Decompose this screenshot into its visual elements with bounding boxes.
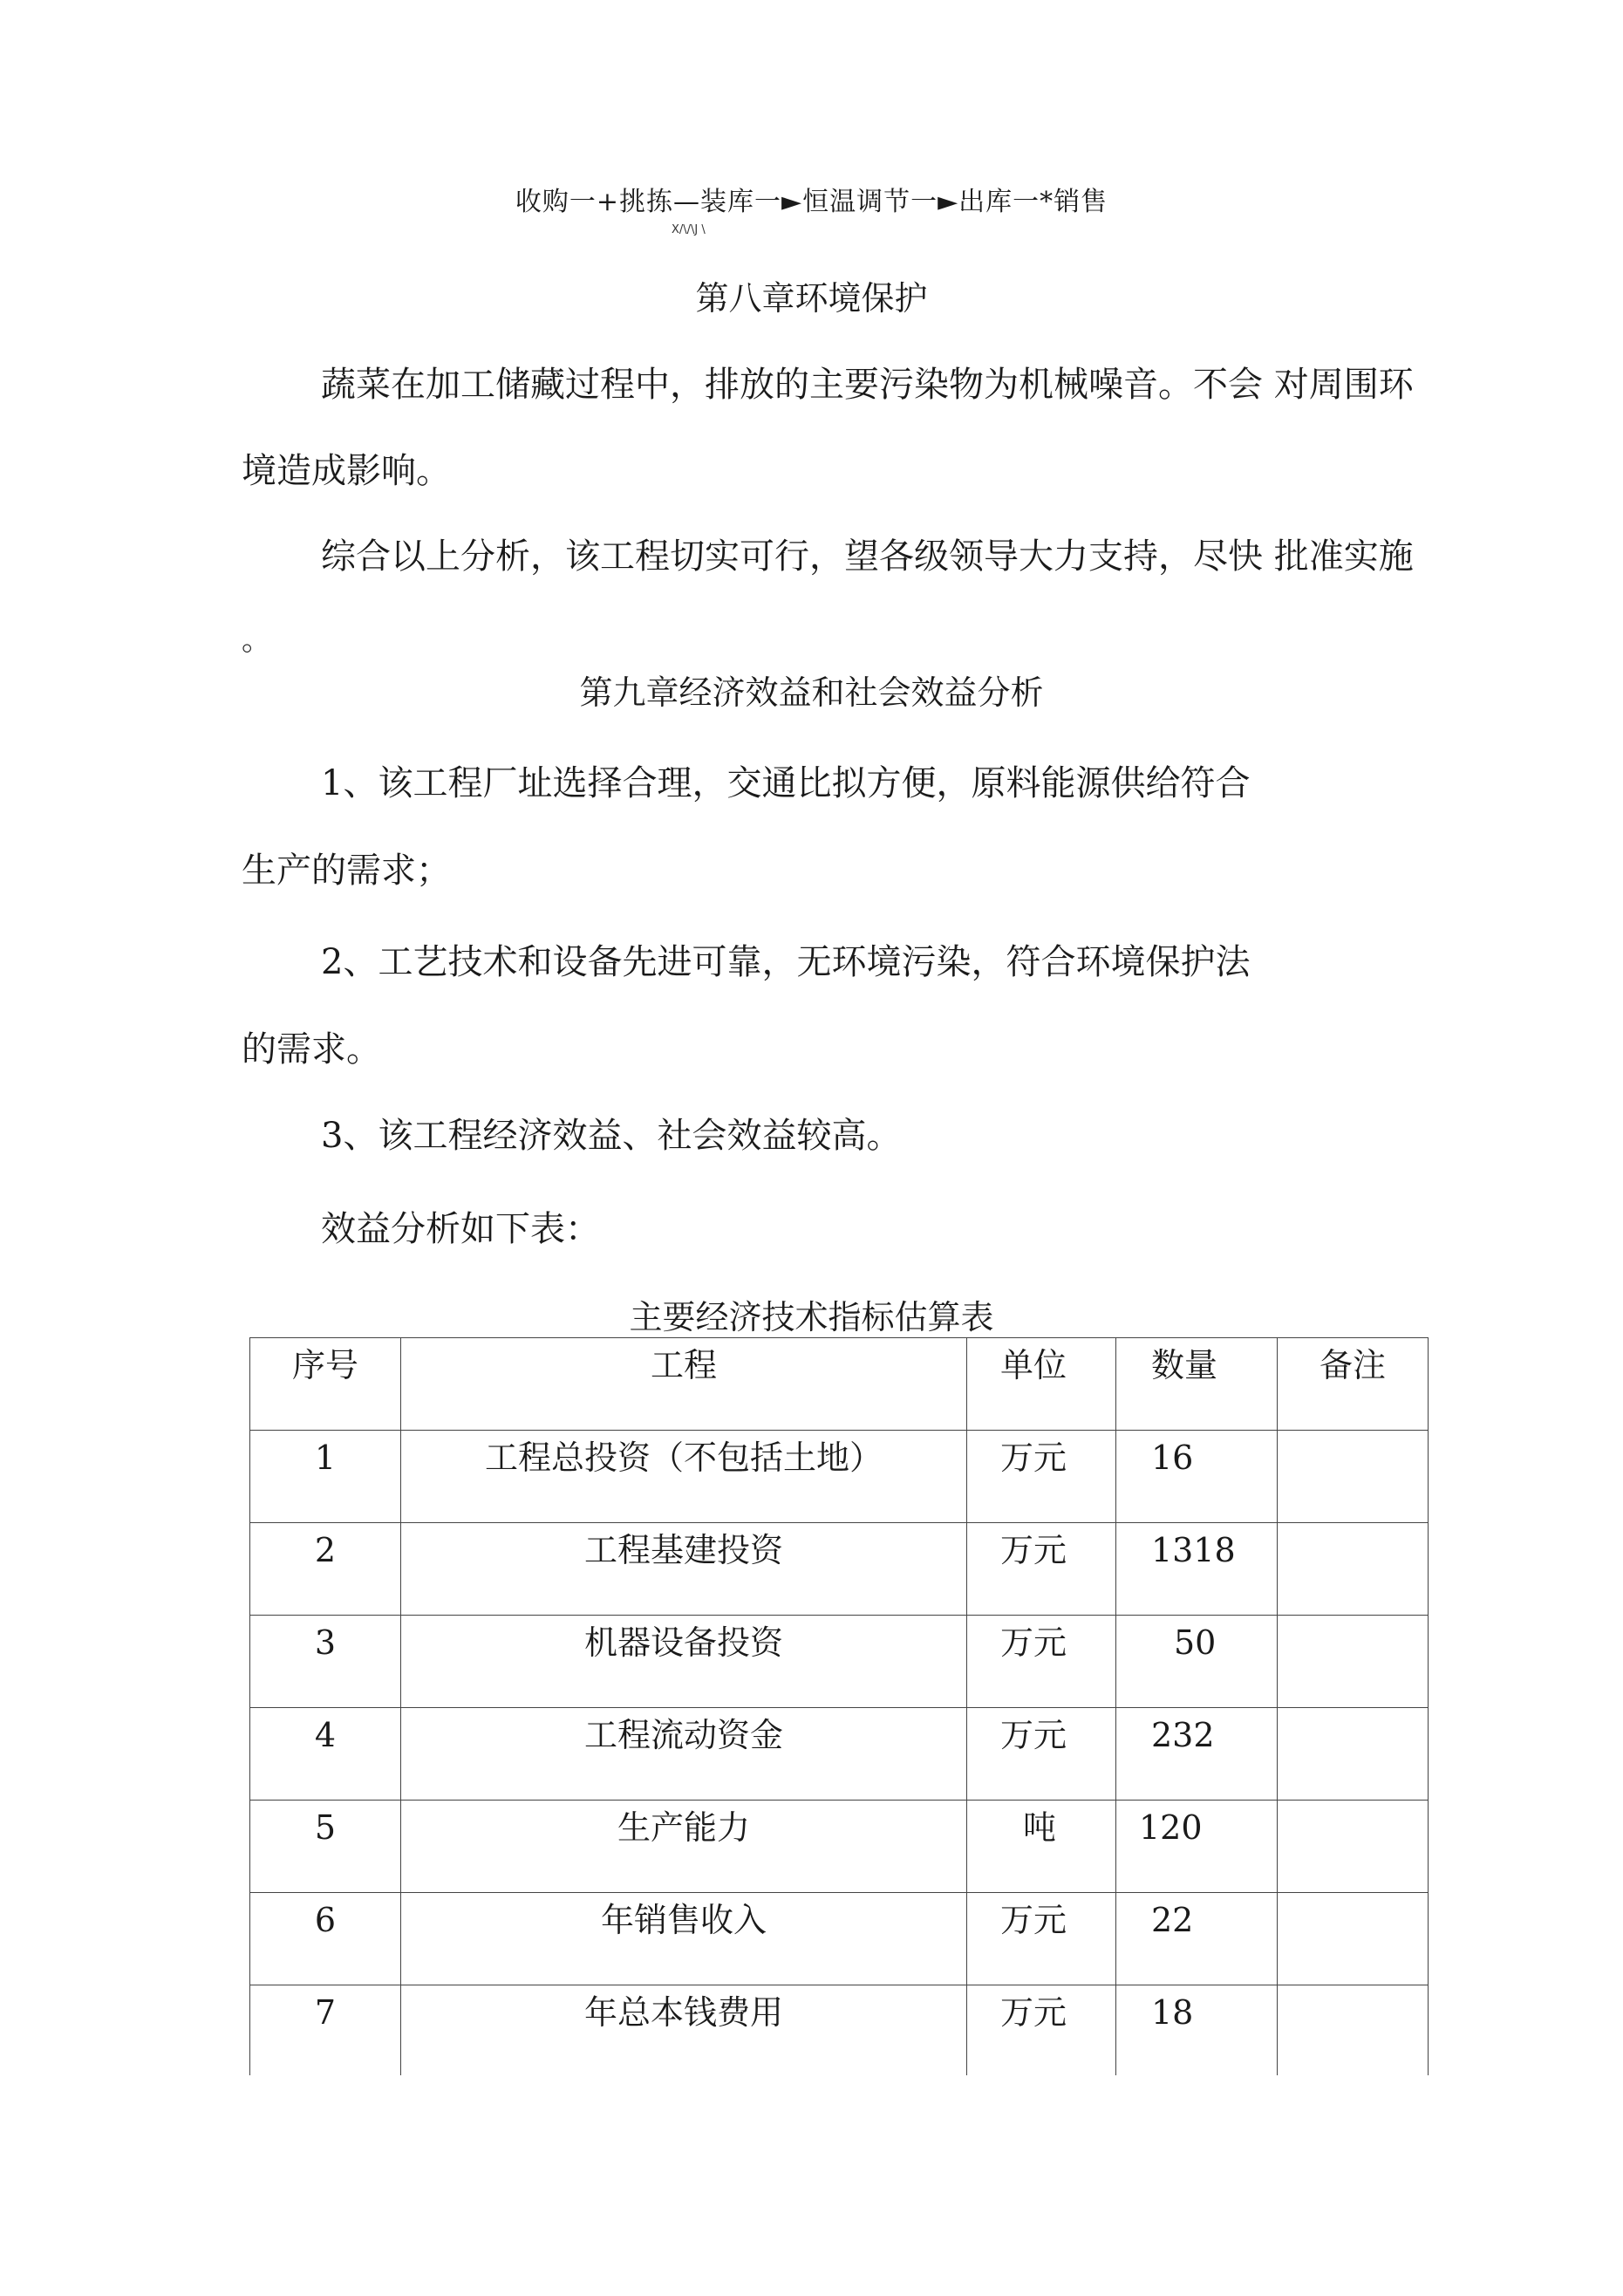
header-seq: 序号: [250, 1338, 401, 1431]
cell-item: 机器设备投资: [401, 1616, 967, 1708]
cell-item: 工程流动资金: [401, 1708, 967, 1801]
cell-quantity: 50: [1116, 1616, 1278, 1708]
cell-seq: 7: [250, 1985, 401, 2076]
table-header-row: [250, 1338, 1429, 1431]
cell-seq: 5: [250, 1801, 401, 1893]
header-unit: 单位: [967, 1338, 1116, 1431]
cell-unit: 吨: [967, 1801, 1116, 1893]
cell-quantity: 22: [1116, 1893, 1278, 1985]
cell-item: 工程基建投资: [401, 1523, 967, 1616]
cell-remarks: [1278, 1708, 1429, 1801]
cell-item: 工程总投资（不包括土地）: [401, 1431, 967, 1523]
cell-remarks: [1278, 1431, 1429, 1523]
cell-unit: 万元: [967, 1985, 1116, 2076]
table-row: [250, 1523, 1429, 1616]
cell-remarks: [1278, 1616, 1429, 1708]
cell-quantity: 18: [1116, 1985, 1278, 2076]
cell-seq: 4: [250, 1708, 401, 1801]
cell-seq: 1: [250, 1431, 401, 1523]
chapter-9-item-1-line-1: 1、该工程厂址选择合理，交通比拟方便，原料能源供给符合: [321, 763, 1251, 803]
cell-unit: 万元: [967, 1893, 1116, 1985]
table-row: [250, 1616, 1429, 1708]
cell-item: 年销售收入: [401, 1893, 967, 1985]
chapter-8-title: 第八章环境保护: [695, 279, 928, 318]
chapter-8-para-1-line-2: 境造成影响。: [242, 451, 451, 491]
economic-indicators-table: [249, 1337, 1429, 2075]
header-item: 工程: [401, 1338, 967, 1431]
table-row: [250, 1985, 1429, 2076]
cell-remarks: [1278, 1801, 1429, 1893]
cell-quantity: 232: [1116, 1708, 1278, 1801]
table-row: [250, 1708, 1429, 1801]
chapter-9-item-3: 3、该工程经济效益、社会效益较高。: [321, 1116, 902, 1156]
cell-item: 生产能力: [401, 1801, 967, 1893]
cell-seq: 6: [250, 1893, 401, 1985]
chapter-9-title: 第九章经济效益和社会效益分析: [579, 673, 1044, 712]
chapter-9-item-2-line-2: 的需求。: [242, 1029, 381, 1069]
cell-item: 年总本钱费用: [401, 1985, 967, 2076]
cell-quantity: 120: [1116, 1801, 1278, 1893]
table-row: [250, 1801, 1429, 1893]
cell-remarks: [1278, 1893, 1429, 1985]
chapter-8-para-1-line-1: 蔬菜在加工储藏过程中，排放的主要污染物为机械噪音。不会 对周围环: [321, 365, 1414, 405]
cell-remarks: [1278, 1523, 1429, 1616]
chapter-9-item-1-line-2: 生产的需求；: [242, 851, 451, 891]
table-row: [250, 1431, 1429, 1523]
chapter-8-para-2-line-2: 。: [242, 623, 271, 658]
cell-unit: 万元: [967, 1523, 1116, 1616]
chapter-9-item-2-line-1: 2、工艺技术和设备先进可靠，无环境污染，符合环境保护法: [321, 942, 1251, 982]
table-intro-text: 效益分析如下表：: [321, 1209, 600, 1249]
cell-seq: 3: [250, 1616, 401, 1708]
table-title: 主要经济技术指标估算表: [629, 1298, 994, 1336]
chapter-8-para-2-line-1: 综合以上分析，该工程切实可行，望各级领导大力支持，尽快 批准实施: [321, 536, 1414, 577]
cell-unit: 万元: [967, 1708, 1116, 1801]
table-row: [250, 1893, 1429, 1985]
cell-quantity: 16: [1116, 1431, 1278, 1523]
cell-unit: 万元: [967, 1616, 1116, 1708]
process-flow-subscript: X/\/\J \: [672, 223, 706, 236]
process-flow-line: 收购一+挑拣—装库一►恒温调节一►出库一*销售: [515, 187, 1108, 217]
header-quantity: 数量: [1116, 1338, 1278, 1431]
cell-seq: 2: [250, 1523, 401, 1616]
header-remarks: 备注: [1278, 1338, 1429, 1431]
cell-unit: 万元: [967, 1431, 1116, 1523]
cell-remarks: [1278, 1985, 1429, 2076]
cell-quantity: 1318: [1116, 1523, 1278, 1616]
